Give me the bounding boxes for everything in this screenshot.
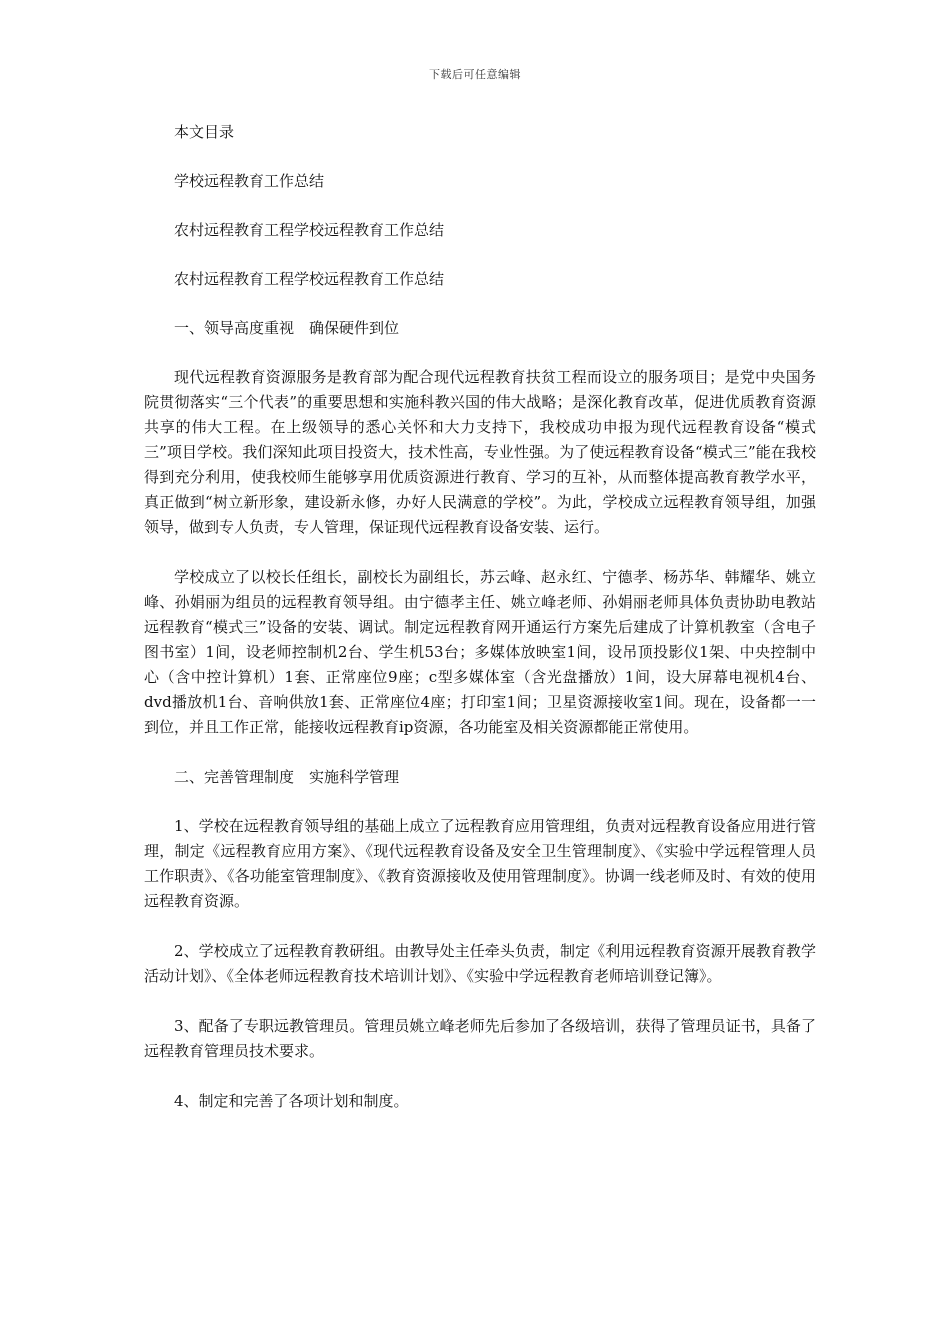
toc-item: 学校远程教育工作总结 [174, 172, 325, 190]
article-title: 农村远程教育工程学校远程教育工作总结 [174, 270, 445, 288]
paragraph: 学校成立了以校长任组长，副校长为副组长，苏云峰、赵永红、宁德孝、杨苏华、韩耀华、姚立峰、孙娟丽为组员的远程教育领导组。由宁德孝主任、姚立峰老师、孙娟丽老师具体负责协助电教站远程教育“模式三”设备的安装、调试。制定远程教育网开通运行方案先后建成了计算机教室（含电子图书室）1间，设老师控制机2台、学生机53台；多媒体放映室1间，设吊顶投影仪1架、中央控制中心（含中控计算机）1套、正常座位9座；c型多媒体室（含光盘播放）1间，设大屏幕电视机4台、dvd播放机1台、音响供放1套、正常座位4座；打印室1间；卫星资源接收室1间。现在，设备都一一到位，并且工作正常，能接收远程教育ip资源，各功能室及相关资源都能正常使用。 [144, 568, 816, 736]
paragraph: 4、制定和完善了各项计划和制度。 [174, 1092, 409, 1110]
header-note: 下载后可任意编辑 [429, 68, 521, 81]
toc-item: 农村远程教育工程学校远程教育工作总结 [174, 221, 445, 239]
section-heading: 二、完善管理制度 实施科学管理 [174, 768, 400, 786]
paragraph: 现代远程教育资源服务是教育部为配合现代远程教育扶贫工程而设立的服务项目；是党中央国务院贯彻落实“三个代表”的重要思想和实施科教兴国的伟大战略；是深化教育改革，促进优质教育资源共享的伟大工程。在上级领导的悉心关怀和大力支持下，我校成功申报为现代远程教育设备“模式三”项目学校。我们深知此项目投资大，技术性高，专业性强。为了使远程教育设备“模式三”能在我校得到充分利用，使我校师生能够享用优质资源进行教育、学习的互补，从而整体提高教育教学水平，真正做到“树立新形象，建设新永修，办好人民满意的学校”。为此，学校成立远程教育领导组，加强领导，做到专人负责，专人管理，保证现代远程教育设备安装、运行。 [144, 368, 816, 536]
paragraph: 1、学校在远程教育领导组的基础上成立了远程教育应用管理组，负责对远程教育设备应用进行管理，制定《远程教育应用方案》、《现代远程教育设备及安全卫生管理制度》、《实验中学远程管理人员工作职责》、《各功能室管理制度》、《教育资源接收及使用管理制度》。协调一线老师及时、有效的使用远程教育资源。 [144, 817, 816, 910]
section-heading: 一、领导高度重视 确保硬件到位 [174, 319, 400, 337]
toc-title: 本文目录 [174, 123, 235, 141]
paragraph: 3、配备了专职远教管理员。管理员姚立峰老师先后参加了各级培训，获得了管理员证书，具备了远程教育管理员技术要求。 [144, 1017, 816, 1060]
document-body [144, 120, 816, 1139]
paragraph: 2、学校成立了远程教育教研组。由教导处主任牵头负责，制定《利用远程教育资源开展教育教学活动计划》、《全体老师远程教育技术培训计划》、《实验中学远程教育老师培训登记簿》。 [144, 942, 816, 985]
